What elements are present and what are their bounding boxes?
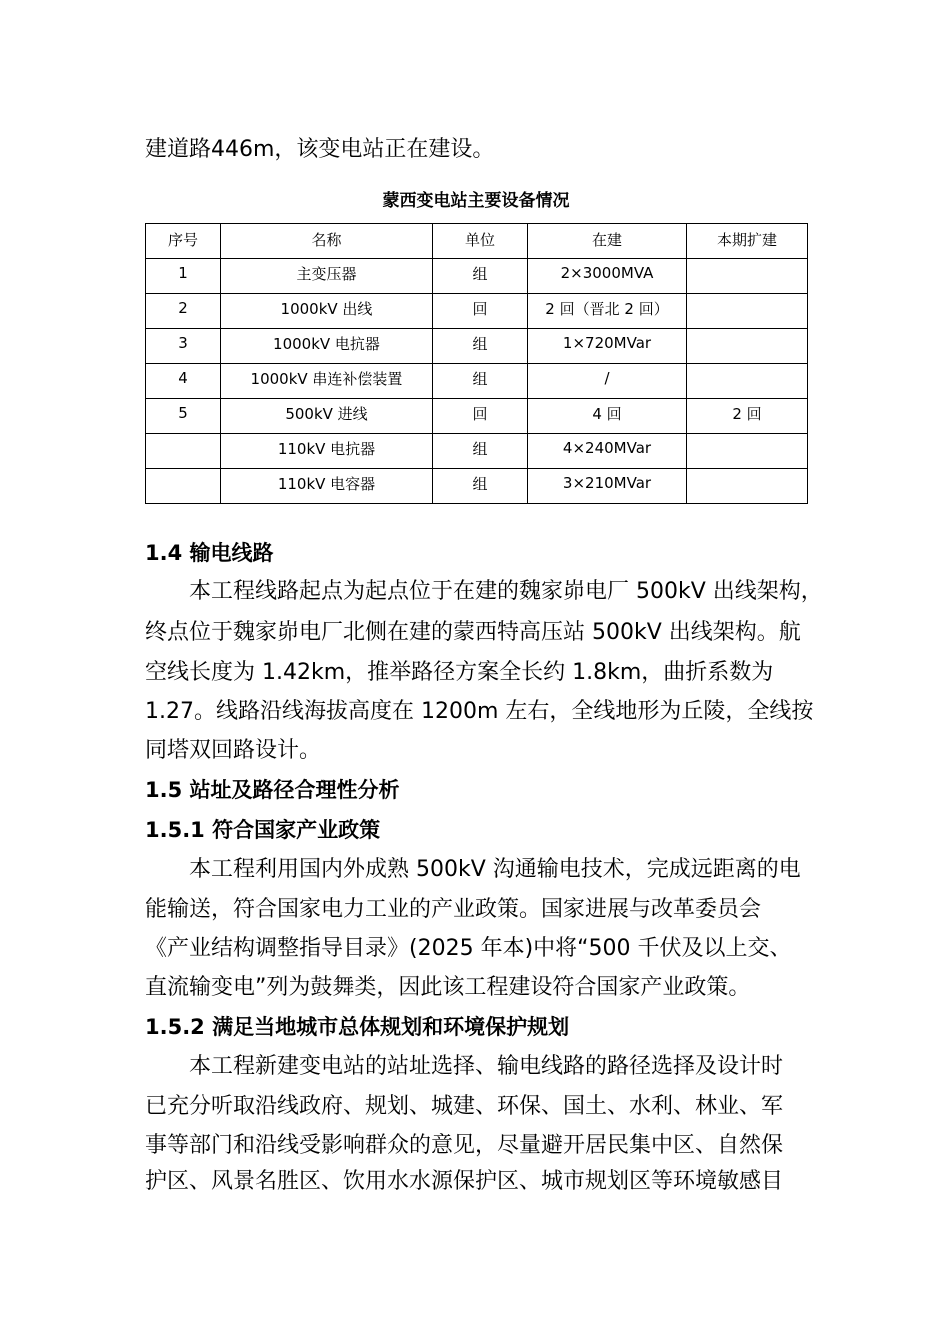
paragraph-line: 《产业结构调整指导目录》(2025 年本)中将“500 千伏及以上交、 <box>145 936 792 961</box>
table-row <box>146 294 808 329</box>
header-cell-under-construction: 在建 <box>528 224 687 259</box>
section-heading-1-5-2: 1.5.2 满足当地城市总体规划和环境保护规划 <box>145 1015 570 1039</box>
paragraph-line: 直流输变电”列为鼓舞类，因此该工程建设符合国家产业政策。 <box>145 975 751 1000</box>
table-row <box>146 399 808 434</box>
table-row <box>146 329 808 364</box>
table-cell: 4×240MVar <box>528 434 687 469</box>
table-cell: 2 回（晋北 2 回） <box>528 294 687 329</box>
table-header-row <box>146 224 808 259</box>
table-cell: 1000kV 电抗器 <box>221 329 433 364</box>
section-heading-1-5: 1.5 站址及路径合理性分析 <box>145 778 400 802</box>
table-cell: 1000kV 串连补偿装置 <box>221 364 433 399</box>
paragraph-line: 护区、风景名胜区、饮用水水源保护区、城市规划区等环境敏感目 <box>145 1169 784 1194</box>
table-cell: 5 <box>146 399 221 434</box>
table-cell <box>687 329 808 364</box>
table-cell: 110kV 电容器 <box>221 469 433 504</box>
table-cell: 2 <box>146 294 221 329</box>
table-cell: 组 <box>433 364 528 399</box>
table-cell <box>687 469 808 504</box>
intro-line: 建道路446m，该变电站正在建设。 <box>145 137 495 162</box>
table-cell <box>687 259 808 294</box>
table-cell: 1000kV 出线 <box>221 294 433 329</box>
section-heading-1-5-1: 1.5.1 符合国家产业政策 <box>145 818 381 842</box>
table-cell: 组 <box>433 434 528 469</box>
paragraph-line: 1.27。线路沿线海拔高度在 1200m 左右，全线地形为丘陵，全线按 <box>145 699 814 724</box>
table-cell <box>146 434 221 469</box>
paragraph-line: 本工程线路起点为起点位于在建的魏家峁电厂 500kV 出线架构， <box>189 579 823 604</box>
paragraph-line: 已充分听取沿线政府、规划、城建、环保、国土、水利、林业、军 <box>145 1094 784 1119</box>
table-cell: 主变压器 <box>221 259 433 294</box>
table-cell: 组 <box>433 259 528 294</box>
header-cell-expansion: 本期扩建 <box>687 224 808 259</box>
table-title: 蒙西变电站主要设备情况 <box>382 191 570 211</box>
table-cell: 回 <box>433 399 528 434</box>
table-cell: 组 <box>433 469 528 504</box>
table-cell <box>146 469 221 504</box>
paragraph-line: 本工程利用国内外成熟 500kV 沟通输电技术，完成远距离的电 <box>189 857 801 882</box>
paragraph-line: 终点位于魏家峁电厂北侧在建的蒙西特高压站 500kV 出线架构。航 <box>145 620 801 645</box>
paragraph-line: 空线长度为 1.42km，推举路径方案全长约 1.8km，曲折系数为 <box>145 660 774 685</box>
table-cell: 110kV 电抗器 <box>221 434 433 469</box>
header-cell-index: 序号 <box>146 224 221 259</box>
table-cell: 1 <box>146 259 221 294</box>
table-row <box>146 364 808 399</box>
table-row <box>146 434 808 469</box>
section-heading-1-4: 1.4 输电线路 <box>145 541 274 565</box>
table-cell: 500kV 进线 <box>221 399 433 434</box>
table-cell: 2×3000MVA <box>528 259 687 294</box>
table-row <box>146 469 808 504</box>
table-cell: 组 <box>433 329 528 364</box>
header-cell-unit: 单位 <box>433 224 528 259</box>
table-cell: 回 <box>433 294 528 329</box>
paragraph-line: 事等部门和沿线受影响群众的意见，尽量避开居民集中区、自然保 <box>145 1133 784 1158</box>
table-cell: 1×720MVar <box>528 329 687 364</box>
table-row <box>146 259 808 294</box>
table-cell: 4 回 <box>528 399 687 434</box>
table-cell: 4 <box>146 364 221 399</box>
table-cell: 3 <box>146 329 221 364</box>
header-cell-name: 名称 <box>221 224 433 259</box>
paragraph-line: 同塔双回路设计。 <box>145 738 322 763</box>
table-cell: 2 回 <box>687 399 808 434</box>
table-cell: / <box>528 364 687 399</box>
table-cell <box>687 294 808 329</box>
paragraph-line: 本工程新建变电站的站址选择、输电线路的路径选择及设计时 <box>189 1054 784 1079</box>
equipment-table <box>145 223 808 504</box>
table-cell <box>687 364 808 399</box>
paragraph-line: 能输送，符合国家电力工业的产业政策。国家进展与改革委员会 <box>145 897 762 922</box>
table-cell: 3×210MVar <box>528 469 687 504</box>
table-cell <box>687 434 808 469</box>
